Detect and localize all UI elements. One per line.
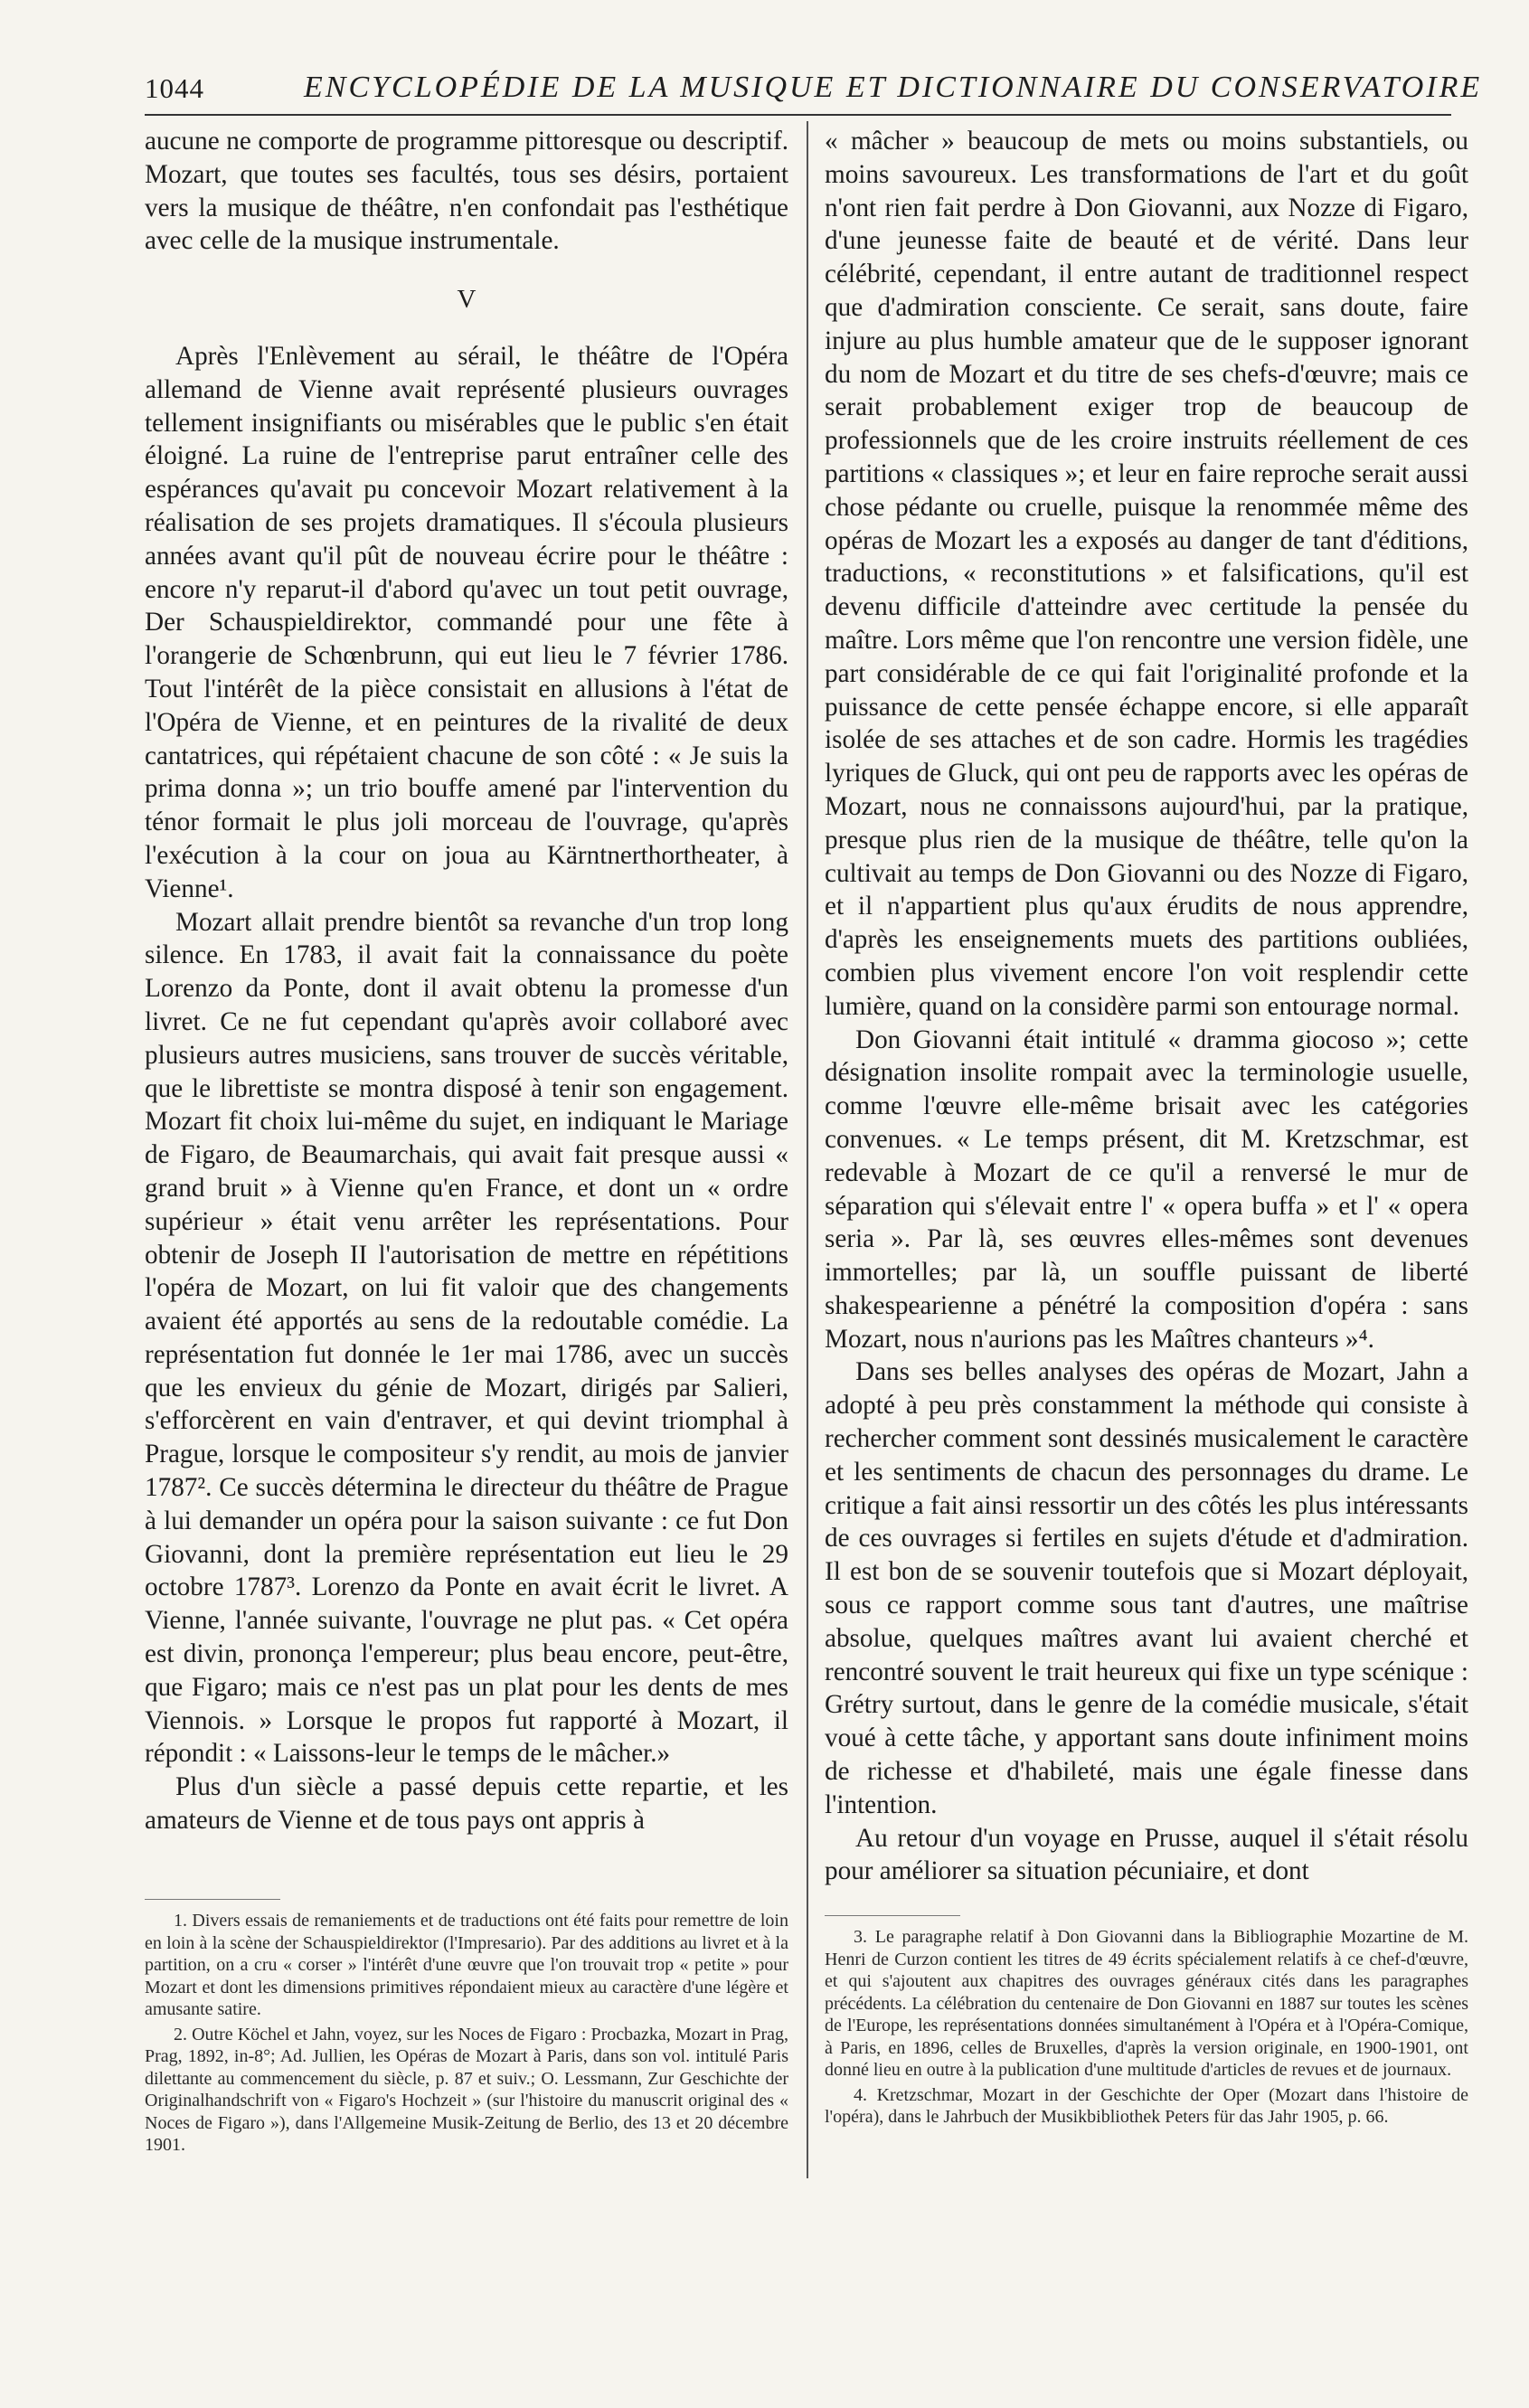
left-paragraph-3: Mozart allait prendre bientôt sa revanche d'un trop long silence. En 1783, il avait fait la connaissance du poète Lorenzo da Ponte, dont il avait obtenu la promesse d'un livret. Ce ne fut cependant qu'après avoir collaboré avec plusieurs autres musiciens, sans trouver de succès véritable, que le librettiste se montra disposé à tenir son engagement. Mozart fit choix lui-même du sujet, en indiquant le Mariage de Figaro, de Beaumarchais, qui avait fait presque aussi « grand bruit » à Vienne qu'en France, et dont un « ordre supérieur » était venu arrêter les représentations. Pour obtenir de Joseph II l'autorisation de mettre en répétitions l'opéra de Mozart, on lui fit valoir que des changements avaient été apportés au sens de la redoutable comédie. La représentation fut donnée le 1er mai 1786, avec un succès que les envieux du génie de Mozart, dirigés par Salieri, s'efforcèrent en vain d'entraver, et qui devint triomphal à Prague, lorsque le compositeur s'y rendit, au mois de janvier 1787². Ce succès détermina le directeur du théâtre de Prague à lui demander un opéra pour la saison suivante : ce fut Don Giovanni, dont la première représentation eut lieu le 29 octobre 1787³. Lorenzo da Ponte en avait écrit le livret. A Vienne, l'année suivante, l'ouvrage ne plut pas. « Cet opéra est divin, prononça l'empereur; plus beau encore, peut-être, que Figaro; mais ce n'est pas un plat pour les dents de mes Viennois. » Lorsque le propos fut rapporté à Mozart, il répondit : « Laissons-leur le temps de le mâcher.»: [145, 907, 788, 1769]
page-number: 1044: [145, 72, 204, 104]
page-header: [145, 71, 1483, 116]
footnote-2: 2. Outre Köchel et Jahn, voyez, sur les Noces de Figaro : Procbazka, Mozart in Prag, Prag, 1892, in-8°; Ad. Jullien, les Opéras de Mozart à Paris, dans son vol. intitulé Paris dilettante au commencement du siècle, p. 87 et suiv.; O. Lessmann, Zur Geschichte der Originalhandschrift von « Figaro's Hochzeit » (sur l'histoire du manuscrit original des « Noces de Figaro »), dans l'Allgemeine Musik-Zeitung de Berlio, des 13 et 20 décembre 1901.: [145, 2024, 788, 2155]
running-title: ENCYCLOPÉDIE DE LA MUSIQUE ET DICTIONNAIRE DU CONSERVATOIRE: [304, 71, 1483, 104]
right-paragraph-3: Dans ses belles analyses des opéras de Mozart, Jahn a adopté à peu près constamment la méthode qui consiste à rechercher comment sont dessinés musicalement le caractère et les sentiments de chacun des personnages du drame. Le critique a fait ainsi ressortir un des côtés les plus intéressants de ces ouvrages si fertiles en sujets d'étude et d'admiration. Il est bon de se souvenir toutefois que si Mozart déployait, sous ce rapport comme sous tant d'autres, une maîtrise absolue, quelques maîtres avant lui avaient cherché et rencontré souvent le trait heureux qui fixe un type scénique : Grétry surtout, dans le genre de la comédie musicale, s'était voué à cette tâche, y apportant sans doute infiniment moins de richesse et d'habileté, mais une égale finesse dans l'intention.: [825, 1357, 1468, 1819]
footnote-separator-left: [145, 1899, 280, 1900]
left-paragraph-1: aucune ne comporte de programme pittoresque ou descriptif. Mozart, que toutes ses facultés, tous ses désirs, portaient vers la musique de théâtre, n'en confondait pas l'esthétique avec celle de la musique instrumentale.: [145, 127, 788, 256]
footnotes-left: [145, 1910, 788, 2159]
footnote-4: 4. Kretzschmar, Mozart in der Geschichte der Oper (Mozart dans l'histoire de l'opéra), dans le Jahrbuch der Musikbibliothek Peters für das Jahr 1905, p. 66.: [825, 2084, 1468, 2127]
right-paragraph-2: Don Giovanni était intitulé « dramma giocoso »; cette désignation insolite rompait avec la terminologie usuelle, comme l'œuvre elle-même brisait avec les catégories convenues. « Le temps présent, dit M. Kretzschmar, est redevable à Mozart de ce qu'il a renversé le mur de séparation qui s'élevait entre l' « opera buffa » et l' « opera seria ». Par là, ses œuvres elles-mêmes sont devenues immortelles; par là, un souffle puissant de liberté shakespearienne a pénétré la composition d'opéra : sans Mozart, nous n'aurions pas les Maîtres chanteurs »⁴.: [825, 1025, 1468, 1354]
section-number: V: [457, 285, 477, 315]
footnote-1: 1. Divers essais de remaniements et de traductions ont été faits pour remettre de loin en loin à la scène der Schauspieldirektor (l'Impresario). Par des additions au livret et à la partition, on a cru « corser » l'intérêt d'une œuvre que l'on trouvait trop « petite » pour Mozart et dont les dimensions primitives répondaient mieux au caractère d'une légère et amusante satire.: [145, 1911, 788, 2019]
right-paragraph-4: Au retour d'un voyage en Prusse, auquel il s'était résolu pour améliorer sa situation pécuniaire, et dont: [825, 1823, 1468, 1886]
footnotes-right: [825, 1926, 1468, 2131]
left-column: [145, 125, 788, 1837]
footnote-separator-right: [825, 1915, 960, 1916]
left-paragraph-4: Plus d'un siècle a passé depuis cette repartie, et les amateurs de Vienne et de tous pays ont appris à: [145, 1772, 788, 1836]
column-divider: [807, 121, 808, 2178]
right-paragraph-1: « mâcher » beaucoup de mets ou moins substantiels, ou moins savoureux. Les transformations de l'art et du goût n'ont rien fait perdre à Don Giovanni, aux Nozze di Figaro, d'une jeunesse faite de beauté et de vérité. Dans leur célébrité, cependant, il entre autant de traditionnel respect que d'admiration consciente. Ce serait, sans doute, faire injure au plus humble amateur que de le supposer ignorant du nom de Mozart et du titre de ses chefs-d'œuvre; mais ce serait probablement exiger trop de beaucoup de professionnels que de les croire instruits réellement de ces partitions « classiques »; et leur en faire reproche serait aussi chose pédante ou cruelle, puisque la renommée même des opéras de Mozart les a exposés au danger de tant d'éditions, traductions, « reconstitutions » et falsifications, qu'il est devenu difficile d'atteindre avec certitude la pensée du maître. Lors même que l'on rencontre une version fidèle, une part considérable de ce qui fait l'originalité profonde et la puissance de cette pensée échappe encore, si elle apparaît isolée de ses attaches et de son cadre. Hormis les tragédies lyriques de Gluck, qui ont peu de rapports avec les opéras de Mozart, nous ne connaissons aujourd'hui, par la pratique, presque plus rien de la musique de théâtre, telle qu'on la cultivait au temps de Don Giovanni ou des Nozze di Figaro, et il n'appartient plus qu'aux érudits de nous apprendre, d'après les enseignements muets des partitions oubliées, combien plus vivement encore l'on voit resplendir cette lumière, quand on la considère parmi son entourage normal.: [825, 127, 1468, 1021]
footnote-3: 3. Le paragraphe relatif à Don Giovanni dans la Bibliographie Mozartine de M. Henri de Curzon contient les titres de 49 écrits spécialement relatifs à ce chef-d'œuvre, et qui s'ajoutent aux chapitres des ouvrages généraux cités dans les paragraphes précédents. La célébration du centenaire de Don Giovanni en 1887 sur toutes les scènes de l'Europe, les représentations données simultanément à l'Opéra et à l'Opéra-Comique, à Paris, en 1896, celles de Bruxelles, d'après la version originale, en 1900-1901, ont donné lieu en outre à la publication d'une multitude d'articles de revues et de journaux.: [825, 1927, 1468, 2080]
left-paragraph-2: Après l'Enlèvement au sérail, le théâtre de l'Opéra allemand de Vienne avait représenté plusieurs ouvrages tellement insignifiants ou misérables que le public s'en était éloigné. La ruine de l'entreprise parut entraîner celle des espérances qu'avait pu concevoir Mozart relativement à la réalisation de ses projets dramatiques. Il s'écoula plusieurs années avant qu'il pût de nouveau écrire pour le théâtre : encore n'y reparut-il d'abord qu'avec un tout petit ouvrage, Der Schauspieldirektor, commandé pour une fête à l'orangerie de Schœnbrunn, qui eut lieu le 7 février 1786. Tout l'intérêt de la pièce consistait en allusions à l'état de l'Opéra de Vienne, et en peintures de la rivalité de deux cantatrices, qui répétaient chacune de son côté : « Je suis la prima donna »; un trio bouffe amené par l'intervention du ténor formait le plus joli morceau de l'ouvrage, qu'après l'exécution à la cour on joua au Kärntnerthortheater, à Vienne¹.: [145, 341, 788, 903]
right-column: [825, 125, 1468, 1888]
